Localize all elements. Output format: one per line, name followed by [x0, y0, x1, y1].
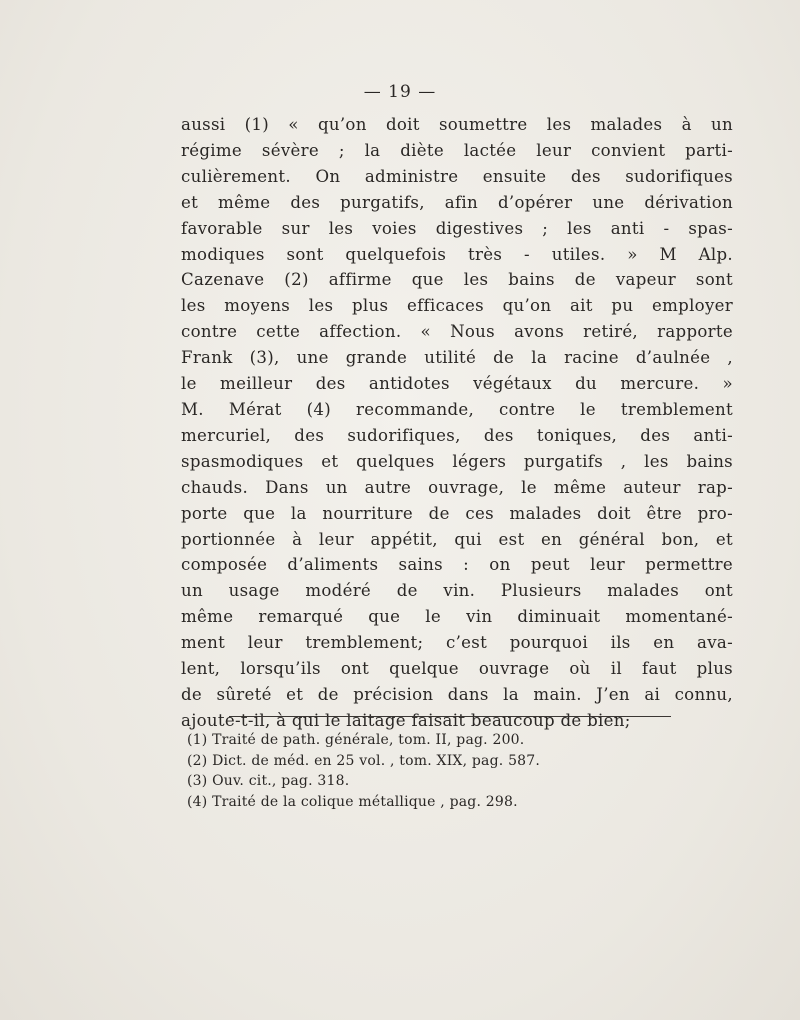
- page-number: — 19 —: [363, 82, 437, 102]
- body-line: Cazenave (2) affirme que les bains de vapeur sont: [181, 270, 733, 290]
- body-line: de sûreté et de précision dans la main. J’en ai connu,: [181, 684, 733, 704]
- body-line: et même des purgatifs, afin d’opérer une dérivation: [181, 192, 733, 212]
- body-line: le meilleur des antidotes végétaux du mercure. »: [181, 374, 733, 394]
- body-line: mercuriel, des sudorifiques, des toniques, des anti-: [181, 425, 733, 445]
- body-line: composée d’aliments sains : on peut leur permettre: [181, 555, 733, 575]
- body-text: [181, 112, 733, 734]
- footnotes: [187, 730, 747, 812]
- body-line: même remarqué que le vin diminuait momentané-: [181, 607, 733, 627]
- body-line: porte que la nourriture de ces malades doit être pro-: [181, 503, 733, 523]
- body-line: aussi (1) « qu’on doit soumettre les malades à un: [181, 115, 733, 134]
- body-line: ajoute-t-il, à qui le laitage faisait beaucoup de bien;: [181, 710, 631, 730]
- footnote-divider: [229, 716, 671, 717]
- body-line: contre cette affection. « Nous avons retiré, rapporte: [181, 322, 733, 342]
- body-line: culièrement. On administre ensuite des sudorifiques: [181, 166, 733, 186]
- body-line: régime sévère ; la diète lactée leur convient parti-: [181, 140, 733, 160]
- body-line: favorable sur les voies digestives ; les anti - spas-: [181, 218, 733, 238]
- body-line: un usage modéré de vin. Plusieurs malades ont: [181, 581, 733, 601]
- footnote: (1) Traité de path. générale, tom. II, pag. 200.: [187, 732, 525, 748]
- body-line: portionnée à leur appétit, qui est en général bon, et: [181, 529, 733, 549]
- footnote: (2) Dict. de méd. en 25 vol. , tom. XIX, pag. 587.: [187, 752, 541, 769]
- body-line: lent, lorsqu’ils ont quelque ouvrage où il faut plus: [181, 659, 733, 679]
- body-line: ment leur tremblement; c’est pourquoi ils en ava-: [181, 633, 733, 653]
- body-line: modiques sont quelquefois très - utiles. » M Alp.: [181, 244, 733, 264]
- body-line: spasmodiques et quelques légers purgatifs , les bains: [181, 451, 733, 471]
- body-line: M. Mérat (4) recommande, contre le tremblement: [181, 399, 733, 419]
- body-line: chauds. Dans un autre ouvrage, le même auteur rap-: [181, 477, 733, 497]
- body-line: Frank (3), une grande utilité de la racine d’aulnée ,: [181, 348, 733, 368]
- footnote: (3) Ouv. cit., pag. 318.: [187, 773, 350, 789]
- body-line: les moyens les plus efficaces qu’on ait pu employer: [181, 296, 733, 316]
- footnote: (4) Traité de la colique métallique , pag. 298.: [187, 793, 518, 810]
